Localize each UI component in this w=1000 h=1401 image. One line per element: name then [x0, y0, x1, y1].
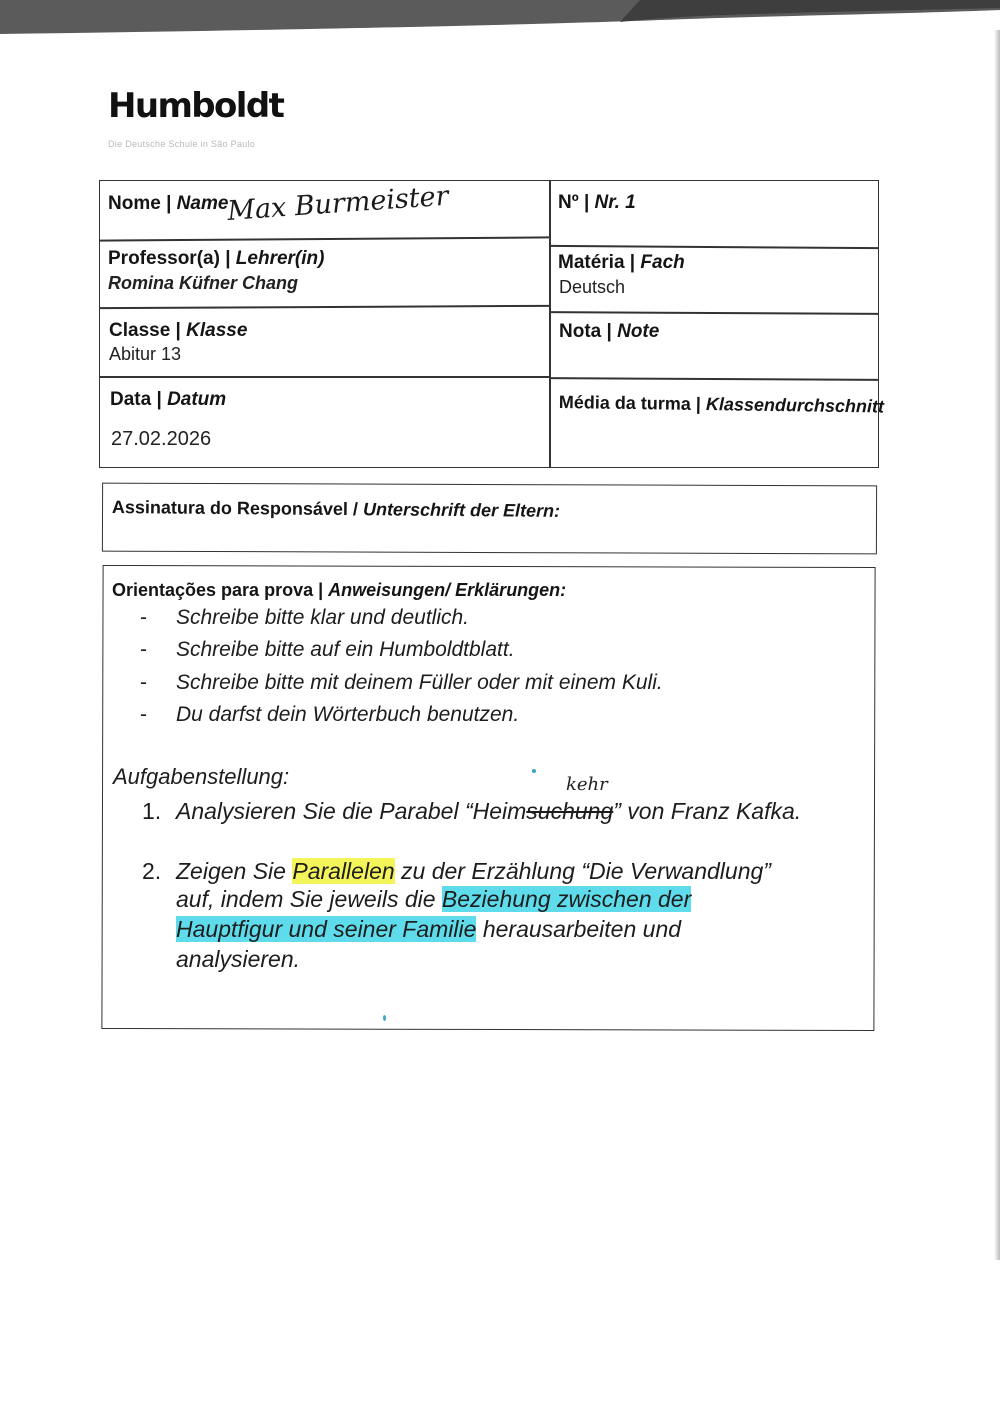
class-value: Abitur 13: [109, 344, 182, 364]
task-2-line-4: analysieren.: [176, 946, 301, 972]
task-2-line-2: auf, indem Sie jeweils die Beziehung zwischen der: [176, 886, 692, 912]
task-2-line-3: Hauptfigur und seiner Familie herausarbeiten und: [176, 916, 682, 942]
highlight-yellow: Parallelen: [292, 858, 395, 884]
subject-value: Deutsch: [559, 277, 626, 297]
subject-label: Matéria | Fach: [558, 252, 685, 273]
instructions-title: Orientações para prova | Anweisungen/ Erklärungen:: [112, 580, 567, 600]
tasks-heading: Aufgabenstellung:: [113, 764, 290, 789]
scan-edge-shadow: [0, 0, 1000, 38]
scan-right-shadow: [994, 30, 1000, 1260]
date-value: 27.02.2026: [111, 428, 212, 450]
task-2: 2. Zeigen Sie Parallelen zu der Erzählung “Die Verwandlung”: [142, 858, 771, 884]
school-logo: Humboldt: [108, 86, 284, 126]
grade-label: Nota | Note: [559, 321, 660, 342]
name-label: Nome | Name: [108, 193, 229, 214]
name-value: Max Burmeister: [226, 180, 450, 227]
teacher-value: Romina Küfner Chang: [108, 273, 299, 293]
class-average-label: Média da turma | Klassendurchschnitt: [558, 392, 885, 417]
instruction-item: - Du darfst dein Wörterbuch benutzen.: [140, 703, 520, 726]
instruction-item: - Schreibe bitte mit deinem Füller oder mit einem Kuli.: [140, 671, 663, 694]
form-row-line: [99, 376, 550, 378]
task-1: 1. Analysieren Sie die Parabel “Heimsuchung” von Franz Kafka.: [142, 798, 802, 824]
form-divider: [549, 180, 551, 468]
ink-spot: [532, 769, 536, 773]
number-label: Nº | Nr. 1: [558, 192, 636, 213]
highlight-cyan: Beziehung zwischen der: [441, 886, 692, 912]
instruction-item: - Schreibe bitte klar und deutlich.: [140, 606, 470, 629]
name-handwritten: [226, 180, 450, 234]
struck-text: suchung: [526, 798, 614, 824]
ink-spot: [383, 1015, 386, 1021]
teacher-label: Professor(a) | Lehrer(in): [108, 248, 325, 269]
instruction-item: - Schreibe bitte auf ein Humboldtblatt.: [140, 638, 515, 661]
class-label: Classe | Klasse: [109, 320, 248, 341]
signature-label: Assinatura do Responsável / Unterschrift der Eltern:: [111, 497, 561, 521]
date-label: Data | Datum: [110, 389, 227, 410]
highlight-cyan: Hauptfigur und seiner Familie: [176, 916, 477, 942]
handwritten-correction: kehr: [566, 774, 608, 795]
school-subtitle: Die Deutsche Schule in São Paulo: [108, 139, 256, 149]
